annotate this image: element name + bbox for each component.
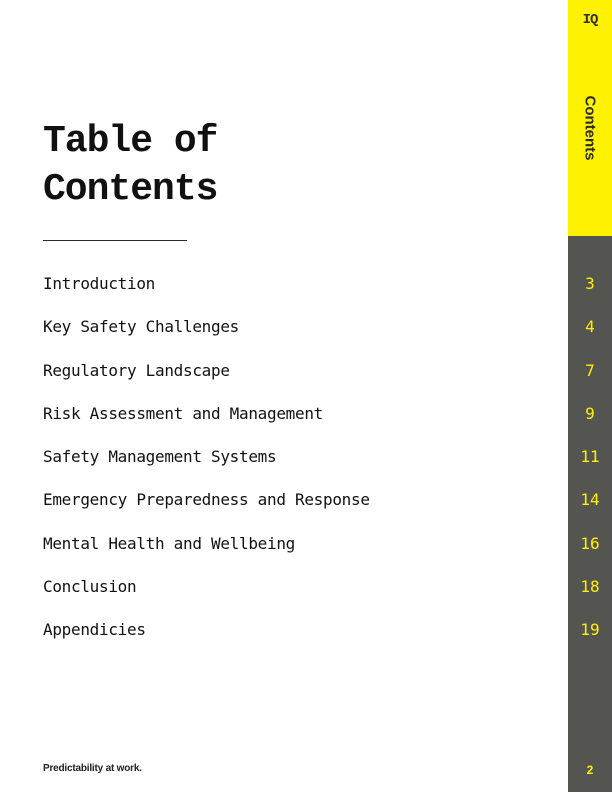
toc-entry-safety-management-systems[interactable]: Safety Management Systems bbox=[43, 447, 277, 467]
toc-page-number: 14 bbox=[580, 490, 600, 510]
toc-entry-mental-health[interactable]: Mental Health and Wellbeing bbox=[43, 533, 295, 553]
page-title bbox=[43, 118, 343, 214]
toc-entry-introduction[interactable]: Introduction bbox=[43, 274, 155, 293]
toc-page-number: 4 bbox=[585, 317, 595, 337]
toc-page-number: 9 bbox=[585, 403, 595, 423]
toc-entry-appendicies[interactable]: Appendicies bbox=[43, 620, 146, 640]
toc-page-number: 11 bbox=[580, 447, 600, 467]
toc-page-number: 3 bbox=[585, 274, 595, 293]
brand-logo: IQ bbox=[582, 12, 598, 28]
footer-page-number: 2 bbox=[586, 763, 594, 777]
section-tab-contents[interactable]: Contents bbox=[581, 95, 599, 161]
page-title-line-2: Contents bbox=[43, 168, 218, 211]
toc-entry-emergency-preparedness[interactable]: Emergency Preparedness and Response bbox=[43, 490, 370, 510]
footer-tagline: Predictability at work. bbox=[43, 763, 142, 774]
toc-entry-conclusion[interactable]: Conclusion bbox=[43, 577, 137, 597]
page-title-line-1: Table of bbox=[43, 120, 218, 163]
page-number-list bbox=[568, 270, 612, 660]
toc-entry-key-safety-challenges[interactable]: Key Safety Challenges bbox=[43, 317, 239, 337]
toc-page-number: 16 bbox=[580, 533, 600, 553]
toc-page-number: 7 bbox=[585, 360, 595, 380]
sidebar bbox=[568, 0, 612, 792]
toc-entry-regulatory-landscape[interactable]: Regulatory Landscape bbox=[43, 360, 230, 380]
toc-list bbox=[43, 270, 543, 660]
toc-page-number: 18 bbox=[580, 577, 600, 597]
title-divider bbox=[43, 240, 187, 241]
toc-page-number: 19 bbox=[580, 620, 600, 640]
sidebar-section-tab-panel bbox=[568, 0, 612, 236]
toc-entry-risk-assessment[interactable]: Risk Assessment and Management bbox=[43, 403, 323, 423]
